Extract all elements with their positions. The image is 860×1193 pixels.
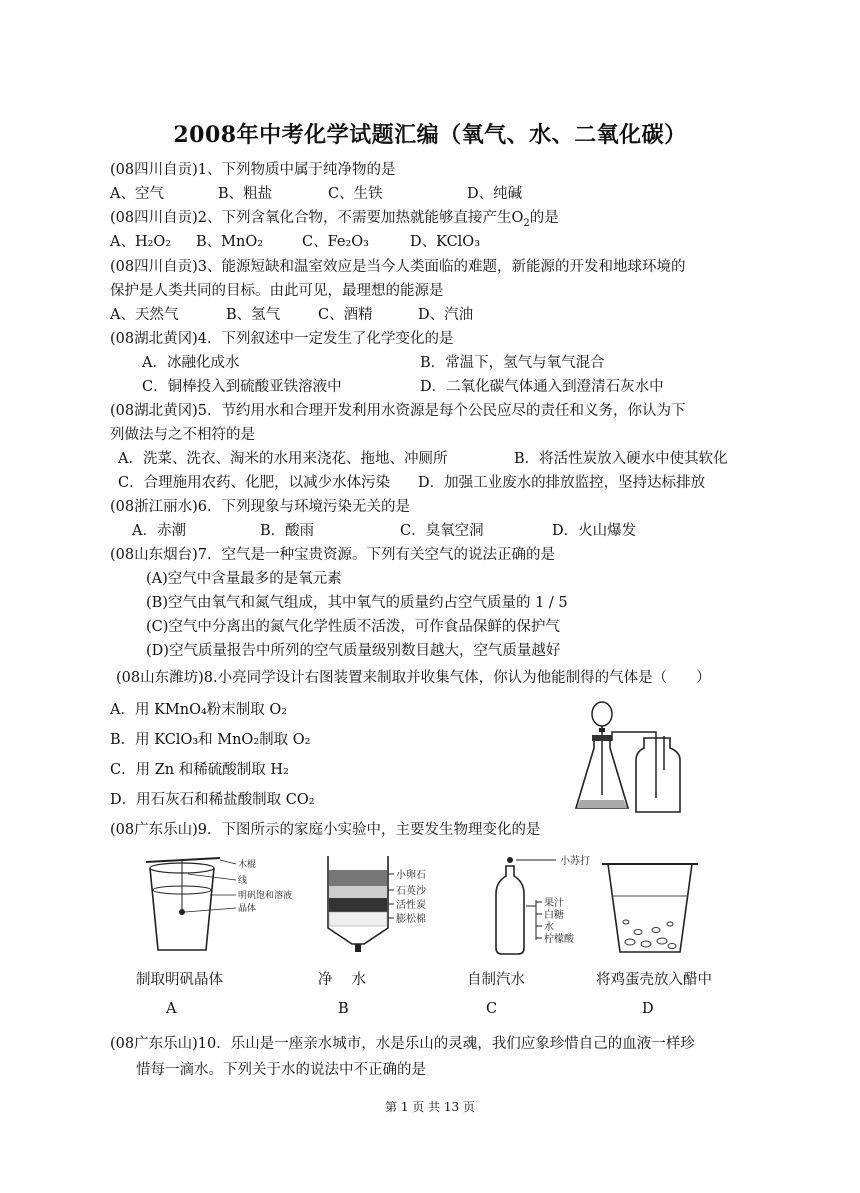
q5-option-c: C．合理施用农药、化肥，以减少水体污染 [118,475,391,491]
q7-stem: (08山东烟台)7．空气是一种宝贵资源。下列有关空气的说法正确的是 [110,547,555,563]
q5-stem-line2: 列做法与之不相符的是 [110,427,255,443]
letter-c: C [486,1001,498,1017]
q2-option-b: B、MnO₂ [196,234,264,250]
caption-d: 将鸡蛋壳放入醋中 [596,972,712,988]
label-b-pebbles: 小卵石 [396,870,426,881]
q6-option-d: D．火山爆发 [552,523,637,539]
q4-option-d: D．二氧化碳气体通入到澄清石灰水中 [420,379,664,395]
q1-stem: (08四川自贡)1、下列物质中属于纯净物的是 [110,162,396,178]
q5-stem-line1: (08湖北黄冈)5．节约用水和合理开发利用水资源是每个公民应尽的责任和义务，你认为下 [110,403,686,419]
q2-option-c: C、Fe₂O₃ [302,234,369,250]
q8-option-c: C．用 Zn 和稀硫酸制取 H₂ [110,762,289,778]
q6-option-c: C．臭氧空洞 [400,523,484,539]
label-c-sugar: 白糖 [544,910,564,921]
label-a-thread: 线 [238,876,248,886]
q5-option-b: B．将活性炭放入硬水中使其软化 [514,451,728,467]
q8-stem: (08山东潍坊)8.小亮同学设计右图装置来制取并收集气体，你认为他能制得的气体是（ ） [116,670,711,686]
q8-option-a: A．用 KMnO₄粉末制取 O₂ [110,702,288,718]
q6-stem: (08浙江丽水)6．下列现象与环境污染无关的是 [110,499,410,515]
page-footer: 第 1 页 共 13 页 [385,1100,475,1114]
q4-option-b: B．常温下，氢气与氧气混合 [420,355,605,371]
q4-stem: (08湖北黄冈)4．下列叙述中一定发生了化学变化的是 [110,331,454,347]
q8-option-b: B．用 KClO₃和 MnO₂制取 O₂ [110,732,311,748]
q6-option-a: A．赤潮 [132,523,186,539]
page-title: 2008年中考化学试题汇编（氧气、水、二氧化碳） [173,122,687,148]
letter-a: A [166,1001,177,1017]
q6-option-b: B．酸雨 [260,523,315,539]
q1-option-b: B、粗盐 [218,186,273,202]
q2-option-a: A、H₂O₂ [110,234,172,250]
letter-d: D [642,1001,654,1017]
label-c-water: 水 [544,922,554,933]
q10-stem-line2: 惜每一滴水。下列关于水的说法中不正确的是 [136,1062,426,1078]
q5-option-a: A．洗菜、洗衣、淘米的水用来浇花、拖地、冲厕所 [118,451,448,467]
q1-option-c: C、生铁 [328,186,383,202]
q3-stem-line2: 保护是人类共同的目标。由此可见，最理想的能源是 [110,283,444,299]
q2-option-d: D、KClO₃ [410,234,481,250]
label-c-citric-acid: 柠檬酸 [544,934,574,945]
q7-option-a: (A)空气中含量最多的是氧元素 [146,571,342,587]
q4-option-a: A．冰融化成水 [142,355,240,371]
label-b-carbon: 活性炭 [396,900,426,911]
label-b-cotton: 膨松棉 [396,914,426,925]
q3-option-d: D、汽油 [418,307,474,323]
label-c-juice: 果汁 [544,898,564,909]
caption-b: 净 水 [318,972,367,988]
label-a-crystal: 晶体 [238,904,257,914]
label-a-stick: 木棍 [238,860,257,870]
q3-stem-line1: (08四川自贡)3、能源短缺和温室效应是当今人类面临的难题，新能源的开发和地球环境的 [110,259,686,275]
q10-stem-line1: (08广东乐山)10．乐山是一座亲水城市，水是乐山的灵魂，我们应象珍惜自己的血液一样珍 [110,1036,695,1052]
q9-stem: (08广东乐山)9．下图所示的家庭小实验中，主要发生物理变化的是 [110,822,541,838]
alum-crystal-figure [140,850,300,960]
eggshell-vinegar-figure [600,852,700,962]
letter-b: B [338,1001,349,1017]
q3-option-c: C、酒精 [318,307,373,323]
q7-option-d: (D)空气质量报告中所列的空气质量级别数目越大，空气质量越好 [146,643,561,659]
q1-option-a: A、空气 [110,186,164,202]
q1-option-d: D、纯碱 [467,186,523,202]
water-filter-figure [322,852,472,962]
caption-a: 制取明矾晶体 [136,972,223,988]
q2-stem: (08四川自贡)2、下列含氧化合物，不需要加热就能够直接产生$O_2$的是 [110,210,559,229]
q3-option-b: B、氢气 [226,307,281,323]
caption-c: 自制汽水 [467,972,525,988]
q5-option-d: D．加强工业废水的排放监控，坚持达标排放 [418,475,706,491]
gas-apparatus-figure [572,700,722,820]
q8-option-d: D．用石灰石和稀盐酸制取 CO₂ [110,792,315,808]
q7-option-c: (C)空气中分离出的氮气化学性质不活泼，可作食品保鲜的保护气 [146,619,560,635]
label-a-solution: 明矾饱和溶液 [238,891,293,901]
q4-option-c: C．铜棒投入到硫酸亚铁溶液中 [142,379,342,395]
q7-option-b: (B)空气由氧气和氮气组成，其中氧气的质量约占空气质量的 1 / 5 [146,595,568,611]
label-c-baking-soda: 小苏打 [560,856,590,867]
q3-option-a: A、天然气 [110,307,179,323]
label-b-sand: 石英沙 [396,886,426,897]
